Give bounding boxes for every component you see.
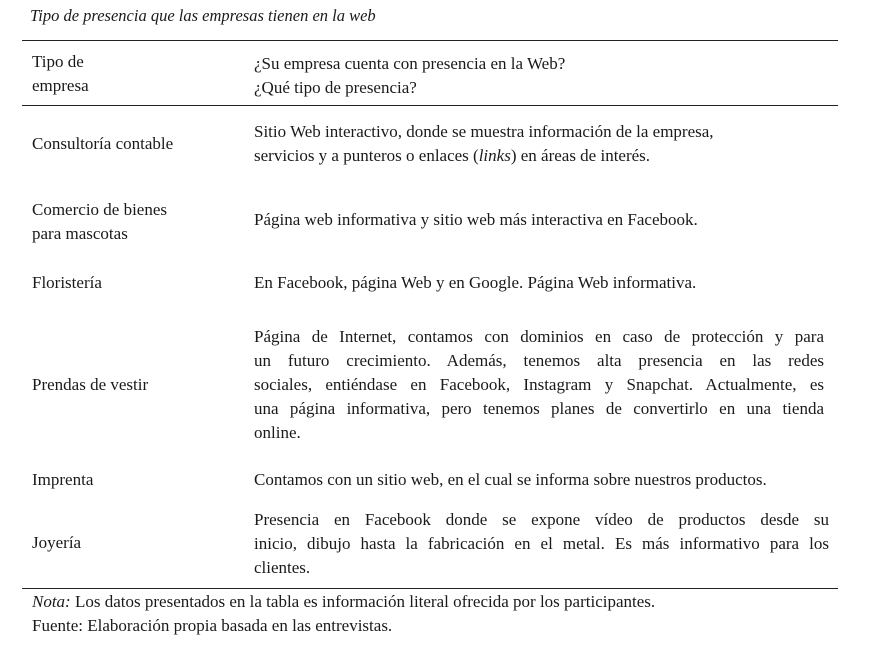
row-text-line: Sitio Web interactivo, donde se muestra información de la empresa, bbox=[254, 122, 714, 141]
row-text-joyeria bbox=[254, 508, 829, 580]
table-bottom-rule bbox=[22, 588, 838, 589]
table-caption: Tipo de presencia que las empresas tienen en la web bbox=[30, 6, 376, 25]
row-text-mascotas: Página web informativa y sitio web más interactiva en Facebook. bbox=[254, 210, 698, 229]
row-type-prendas: Prendas de vestir bbox=[32, 375, 149, 394]
row-type-line1: Comercio de bienes bbox=[32, 200, 168, 219]
row-type-imprenta: Imprenta bbox=[32, 470, 94, 489]
note-label: Nota: bbox=[32, 592, 71, 611]
note-text: Los datos presentados en la tabla es información literal ofrecida por los participantes. bbox=[70, 592, 656, 611]
row-type-mascotas bbox=[32, 198, 232, 246]
row-type-line2: para mascotas bbox=[32, 224, 128, 243]
header-col-type-line2: empresa bbox=[32, 76, 89, 95]
row-text-line: sociales, entiéndase en Facebook, Instagram y Snapchat. Actualmente, es bbox=[254, 375, 824, 394]
row-text-consultoria bbox=[254, 120, 829, 168]
row-text-segment: servicios y a punteros o enlaces ( bbox=[254, 146, 479, 165]
row-text-line: inicio, dibujo hasta la fabricación en el metal. Es más informativo para los bbox=[254, 534, 829, 553]
header-col-type bbox=[32, 50, 232, 98]
row-text-line: Presencia en Facebook donde se expone vídeo de productos desde su bbox=[254, 510, 829, 529]
header-col-presence-line1: ¿Su empresa cuenta con presencia en la Web? bbox=[254, 54, 566, 73]
header-col-presence bbox=[254, 52, 829, 100]
header-bottom-rule bbox=[22, 105, 838, 106]
row-text-emphasis: links bbox=[478, 146, 511, 165]
row-text-line: clientes. bbox=[254, 558, 311, 577]
row-text-line: una página informativa, pero tenemos planes de convertirlo en una tienda bbox=[254, 399, 824, 418]
row-type-joyeria: Joyería bbox=[32, 533, 82, 552]
table-top-rule bbox=[22, 40, 838, 41]
table-note bbox=[32, 590, 655, 614]
row-type-floristeria: Floristería bbox=[32, 273, 102, 292]
row-text-line: Página de Internet, contamos con dominios en caso de protección y para bbox=[254, 327, 824, 346]
header-col-type-line1: Tipo de bbox=[32, 52, 84, 71]
row-text-line: un futuro crecimiento. Además, tenemos alta presencia en las redes bbox=[254, 351, 824, 370]
row-text-floristeria: En Facebook, página Web y en Google. Página Web informativa. bbox=[254, 273, 697, 292]
row-text-prendas bbox=[254, 325, 824, 445]
row-type-consultoria: Consultoría contable bbox=[32, 134, 174, 153]
row-text-imprenta: Contamos con un sitio web, en el cual se informa sobre nuestros productos. bbox=[254, 470, 767, 489]
header-col-presence-line2: ¿Qué tipo de presencia? bbox=[254, 78, 417, 97]
row-text-segment: ) en áreas de interés. bbox=[510, 146, 651, 165]
table-source: Fuente: Elaboración propia basada en las entrevistas. bbox=[32, 616, 393, 635]
row-text-line: online. bbox=[254, 423, 301, 442]
row-text-line bbox=[254, 144, 829, 168]
